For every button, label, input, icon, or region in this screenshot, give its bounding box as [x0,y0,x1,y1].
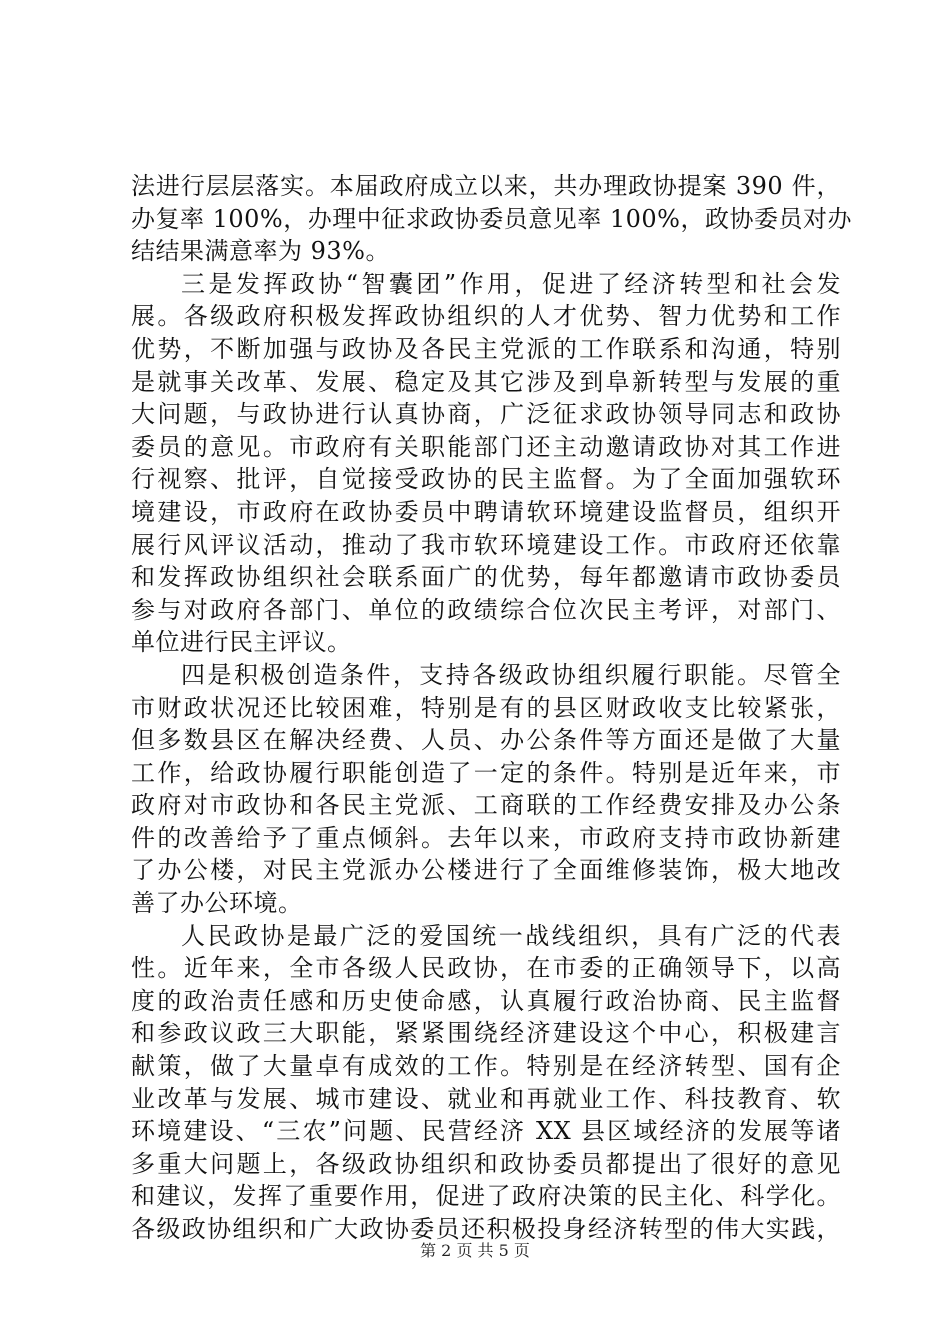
text-line: 和发挥政协组织社会联系面广的优势，每年都邀请市政协委员 [131,563,841,592]
text-line: 各级政协组织和广大政协委员还积极投身经济转型的伟大实践， [131,1215,841,1243]
text-line: 优势，不断加强与政协及各民主党派的工作联系和沟通，特别 [131,334,841,363]
text-line: 了办公楼，对民主党派办公楼进行了全面维修装饰，极大地改 [131,856,841,885]
text-line: 委员的意见。市政府有关职能部门还主动邀请政协对其工作进 [131,432,841,461]
text-line: 政府对市政协和各民主党派、工商联的工作经费安排及办公条 [131,791,841,820]
text-line: 多重大问题上，各级政协组织和政协委员都提出了很好的意见 [131,1149,841,1178]
text-line: 单位进行民主评议。 [131,628,352,657]
paragraph-start-line: 三是发挥政协“智囊团”作用，促进了经济转型和社会发 [181,269,841,298]
text-line: 度的政治责任感和历史使命感，认真履行政治协商、民主监督 [131,986,841,1015]
paragraph-start-line: 四是积极创造条件，支持各级政协组织履行职能。尽管全 [181,660,841,689]
text-line: 但多数县区在解决经费、人员、办公条件等方面还是做了大量 [131,726,841,755]
text-line: 献策，做了大量卓有成效的工作。特别是在经济转型、国有企 [131,1052,841,1081]
text-line: 展行风评议活动，推动了我市软环境建设工作。市政府还依靠 [131,530,841,559]
text-line: 展。各级政府积极发挥政协组织的人才优势、智力优势和工作 [131,302,841,331]
page-footer: 第 2 页 共 5 页 [420,1241,530,1260]
text-line: 境建设，市政府在政协委员中聘请软环境建设监督员，组织开 [131,497,841,526]
text-line: 善了办公环境。 [131,889,303,918]
text-line: 结结果满意率为 93%。 [131,237,390,266]
text-line: 法进行层层落实。本届政府成立以来，共办理政协提案 390 件， [131,172,841,200]
text-line: 市财政状况还比较困难，特别是有的县区财政收支比较紧张， [131,693,841,722]
paragraph-start-line: 人民政协是最广泛的爱国统一战线组织，具有广泛的代表 [181,921,841,950]
text-line: 参与对政府各部门、单位的政绩综合位次民主考评，对部门、 [131,595,841,624]
text-line: 业改革与发展、城市建设、就业和再就业工作、科技教育、软 [131,1084,841,1113]
text-line: 大问题，与政协进行认真协商，广泛征求政协领导同志和政协 [131,400,841,429]
text-line: 行视察、批评，自觉接受政协的民主监督。为了全面加强软环 [131,465,841,494]
text-line: 办复率 100%，办理中征求政协委员意见率 100%，政协委员对办 [131,204,852,233]
text-line: 是就事关改革、发展、稳定及其它涉及到阜新转型与发展的重 [131,367,841,396]
text-line: 工作，给政协履行职能创造了一定的条件。特别是近年来，市 [131,758,841,787]
text-line: 件的改善给予了重点倾斜。去年以来，市政府支持市政协新建 [131,823,841,852]
text-line: 性。近年来，全市各级人民政协，在市委的正确领导下，以高 [131,954,841,983]
text-line: 环境建设、“三农”问题、民营经济 XX 县区域经济的发展等诸 [131,1117,841,1146]
body-text [131,170,852,1246]
text-line: 和建议，发挥了重要作用，促进了政府决策的民主化、科学化。 [131,1182,841,1211]
text-line: 和参政议政三大职能，紧紧围绕经济建设这个中心，积极建言 [131,1019,841,1048]
